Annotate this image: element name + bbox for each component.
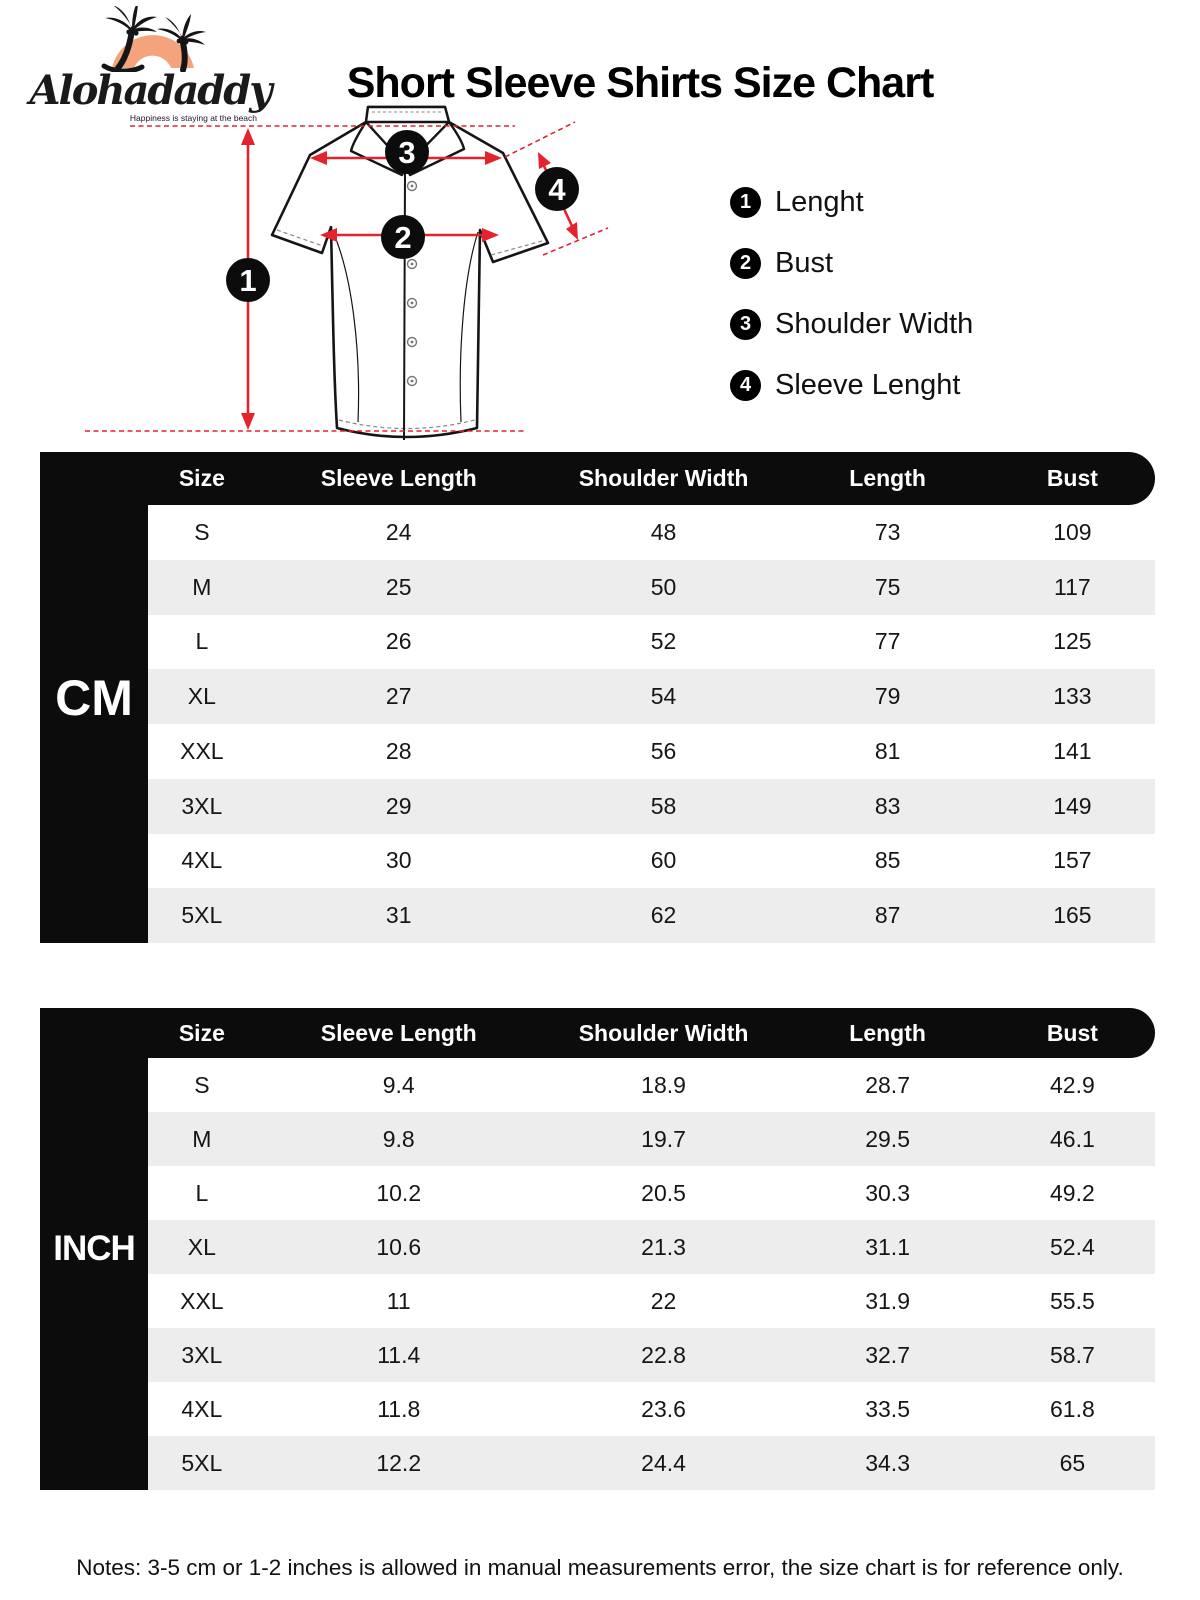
table-cell: 22 [650, 1287, 677, 1314]
table-row [148, 1382, 1155, 1436]
table-cell: 12.2 [376, 1449, 422, 1476]
table-cell: XL [187, 683, 216, 710]
table-cell: 25 [385, 573, 412, 600]
table-cell: 11 [386, 1287, 411, 1314]
table-cell: 4XL [181, 1395, 223, 1422]
legend-item-bust [730, 233, 973, 294]
table-cell: XL [187, 1233, 216, 1260]
table-cell: 149 [1053, 792, 1092, 819]
table-row [148, 1220, 1155, 1274]
table-cell: 18.9 [641, 1071, 686, 1098]
table-cell: 54 [650, 683, 677, 710]
badge-3: 3 [398, 135, 416, 170]
table-cell: XXL [180, 737, 224, 764]
cm-table-body [148, 505, 1155, 943]
table-cell: 83 [874, 792, 901, 819]
table-cell: 21.3 [641, 1233, 686, 1260]
table-cell: 23.6 [641, 1395, 686, 1422]
badge-4: 4 [548, 172, 566, 207]
table-cell: 58.7 [1050, 1341, 1095, 1368]
table-cell: 11.4 [377, 1341, 421, 1368]
palm-sun-icon [30, 6, 270, 72]
table-row [148, 1112, 1155, 1166]
table-cell: 24.4 [641, 1449, 686, 1476]
legend-item-sleeve-length [730, 355, 973, 416]
table-cell: 29 [385, 792, 412, 819]
badge-1: 1 [239, 263, 257, 298]
column-header-size: Size [178, 1019, 225, 1046]
table-row [148, 505, 1155, 560]
inch-table-header [40, 1008, 1155, 1058]
table-cell: 49.2 [1050, 1179, 1095, 1206]
table-cell: 58 [650, 792, 677, 819]
table-cell: 50 [650, 573, 677, 600]
legend-item-length [730, 172, 973, 233]
table-cell: 31.1 [865, 1233, 910, 1260]
table-row [148, 1328, 1155, 1382]
table-cell: M [192, 573, 212, 600]
column-header-length: Length [849, 1019, 926, 1046]
table-cell: 48 [650, 518, 677, 545]
table-cell: 87 [874, 902, 901, 929]
table-cell: L [195, 1179, 209, 1206]
brand-name: Alohadaddy [29, 67, 271, 114]
cm-unit-label: CM [40, 452, 148, 943]
table-cell: 109 [1053, 518, 1092, 545]
table-row [148, 669, 1155, 724]
table-cell: 28.7 [865, 1071, 910, 1098]
column-header-length: Length [849, 465, 926, 491]
table-cell: 3XL [181, 1341, 223, 1368]
table-cell: 30 [385, 847, 412, 874]
table-cell: S [194, 518, 210, 545]
legend-label: Lenght [775, 186, 864, 218]
shirt-measurement-diagram [70, 90, 630, 460]
table-cell: 3XL [181, 792, 223, 819]
table-cell: 5XL [181, 1449, 223, 1476]
table-cell: 46.1 [1050, 1125, 1095, 1152]
table-cell: 61.8 [1050, 1395, 1095, 1422]
table-cell: 75 [874, 573, 901, 600]
table-cell: M [192, 1125, 212, 1152]
table-cell: 55.5 [1050, 1287, 1095, 1314]
table-cell: 26 [385, 628, 412, 655]
legend-label: Sleeve Lenght [775, 369, 961, 401]
inch-table-body [148, 1058, 1155, 1490]
legend-label: Bust [775, 247, 834, 279]
table-cell: 117 [1054, 573, 1091, 600]
table-cell: XXL [180, 1287, 224, 1314]
cm-table-header [40, 452, 1155, 505]
legend-label: Shoulder Width [775, 308, 974, 340]
table-cell: 56 [650, 737, 677, 764]
table-cell: 10.2 [376, 1179, 422, 1206]
table-cell: 27 [385, 683, 412, 710]
table-cell: 30.3 [865, 1179, 910, 1206]
table-cell: 52.4 [1050, 1233, 1095, 1260]
notes-text: Notes: 3-5 cm or 1-2 inches is allowed in manual measurements error, the size chart is for reference only. [76, 1554, 1124, 1580]
table-cell: 28 [385, 737, 412, 764]
legend-number-4-icon: 4 [730, 370, 761, 401]
table-cell: 77 [874, 628, 901, 655]
column-header-sleeve-length: Sleeve Length [320, 1019, 477, 1046]
table-row [148, 834, 1155, 889]
brand-tagline: Happiness is staying at the beach [129, 113, 257, 123]
legend-item-shoulder-width [730, 294, 973, 355]
table-cell: 9.8 [382, 1125, 415, 1152]
table-cell: 42.9 [1050, 1071, 1095, 1098]
table-row [148, 1436, 1155, 1490]
table-cell: 5XL [181, 902, 223, 929]
table-row [148, 615, 1155, 670]
column-header-size: Size [178, 465, 225, 491]
table-cell: S [194, 1071, 210, 1098]
table-cell: 32.7 [865, 1341, 910, 1368]
table-row [148, 724, 1155, 779]
legend-number-2-icon: 2 [730, 248, 761, 279]
table-row [148, 779, 1155, 834]
legend-number-3-icon: 3 [730, 309, 761, 340]
inch-unit-label: INCH [40, 1008, 148, 1490]
table-cell: 10.6 [376, 1233, 422, 1260]
inch-size-table [40, 1008, 1155, 1490]
table-cell: 11.8 [377, 1395, 421, 1422]
table-cell: 29.5 [865, 1125, 910, 1152]
table-cell: 31 [385, 902, 412, 929]
table-cell: 65 [1059, 1449, 1086, 1476]
table-cell: 19.7 [641, 1125, 686, 1152]
table-row [148, 560, 1155, 615]
legend-number-1-icon: 1 [730, 187, 761, 218]
cm-size-table [40, 452, 1155, 943]
column-header-sleeve-length: Sleeve Length [320, 465, 477, 491]
table-cell: 81 [874, 737, 901, 764]
table-row [148, 888, 1155, 943]
table-cell: 9.4 [382, 1071, 415, 1098]
table-cell: 31.9 [865, 1287, 910, 1314]
table-cell: 125 [1053, 628, 1092, 655]
column-header-shoulder-width: Shoulder Width [578, 1019, 749, 1046]
table-cell: L [195, 628, 209, 655]
sleeve-top-guide-line [505, 122, 575, 157]
table-cell: 157 [1053, 847, 1092, 874]
table-cell: 79 [874, 683, 901, 710]
table-cell: 133 [1053, 683, 1092, 710]
badge-2: 2 [394, 220, 412, 255]
table-cell: 52 [650, 628, 677, 655]
table-cell: 165 [1053, 902, 1092, 929]
table-cell: 22.8 [641, 1341, 686, 1368]
table-cell: 141 [1053, 737, 1092, 764]
table-cell: 34.3 [865, 1449, 910, 1476]
table-row [148, 1166, 1155, 1220]
column-header-bust: Bust [1046, 465, 1098, 491]
table-cell: 4XL [181, 847, 223, 874]
measurement-legend [730, 172, 973, 416]
table-row [148, 1274, 1155, 1328]
table-cell: 73 [874, 518, 901, 545]
table-cell: 85 [874, 847, 901, 874]
page-title: Short Sleeve Shirts Size Chart [346, 58, 934, 107]
table-cell: 24 [385, 518, 412, 545]
table-cell: 60 [650, 847, 677, 874]
table-row [148, 1058, 1155, 1112]
table-cell: 62 [650, 902, 677, 929]
column-header-bust: Bust [1046, 1019, 1098, 1046]
table-cell: 20.5 [641, 1179, 686, 1206]
table-cell: 33.5 [865, 1395, 910, 1422]
column-header-shoulder-width: Shoulder Width [578, 465, 749, 491]
